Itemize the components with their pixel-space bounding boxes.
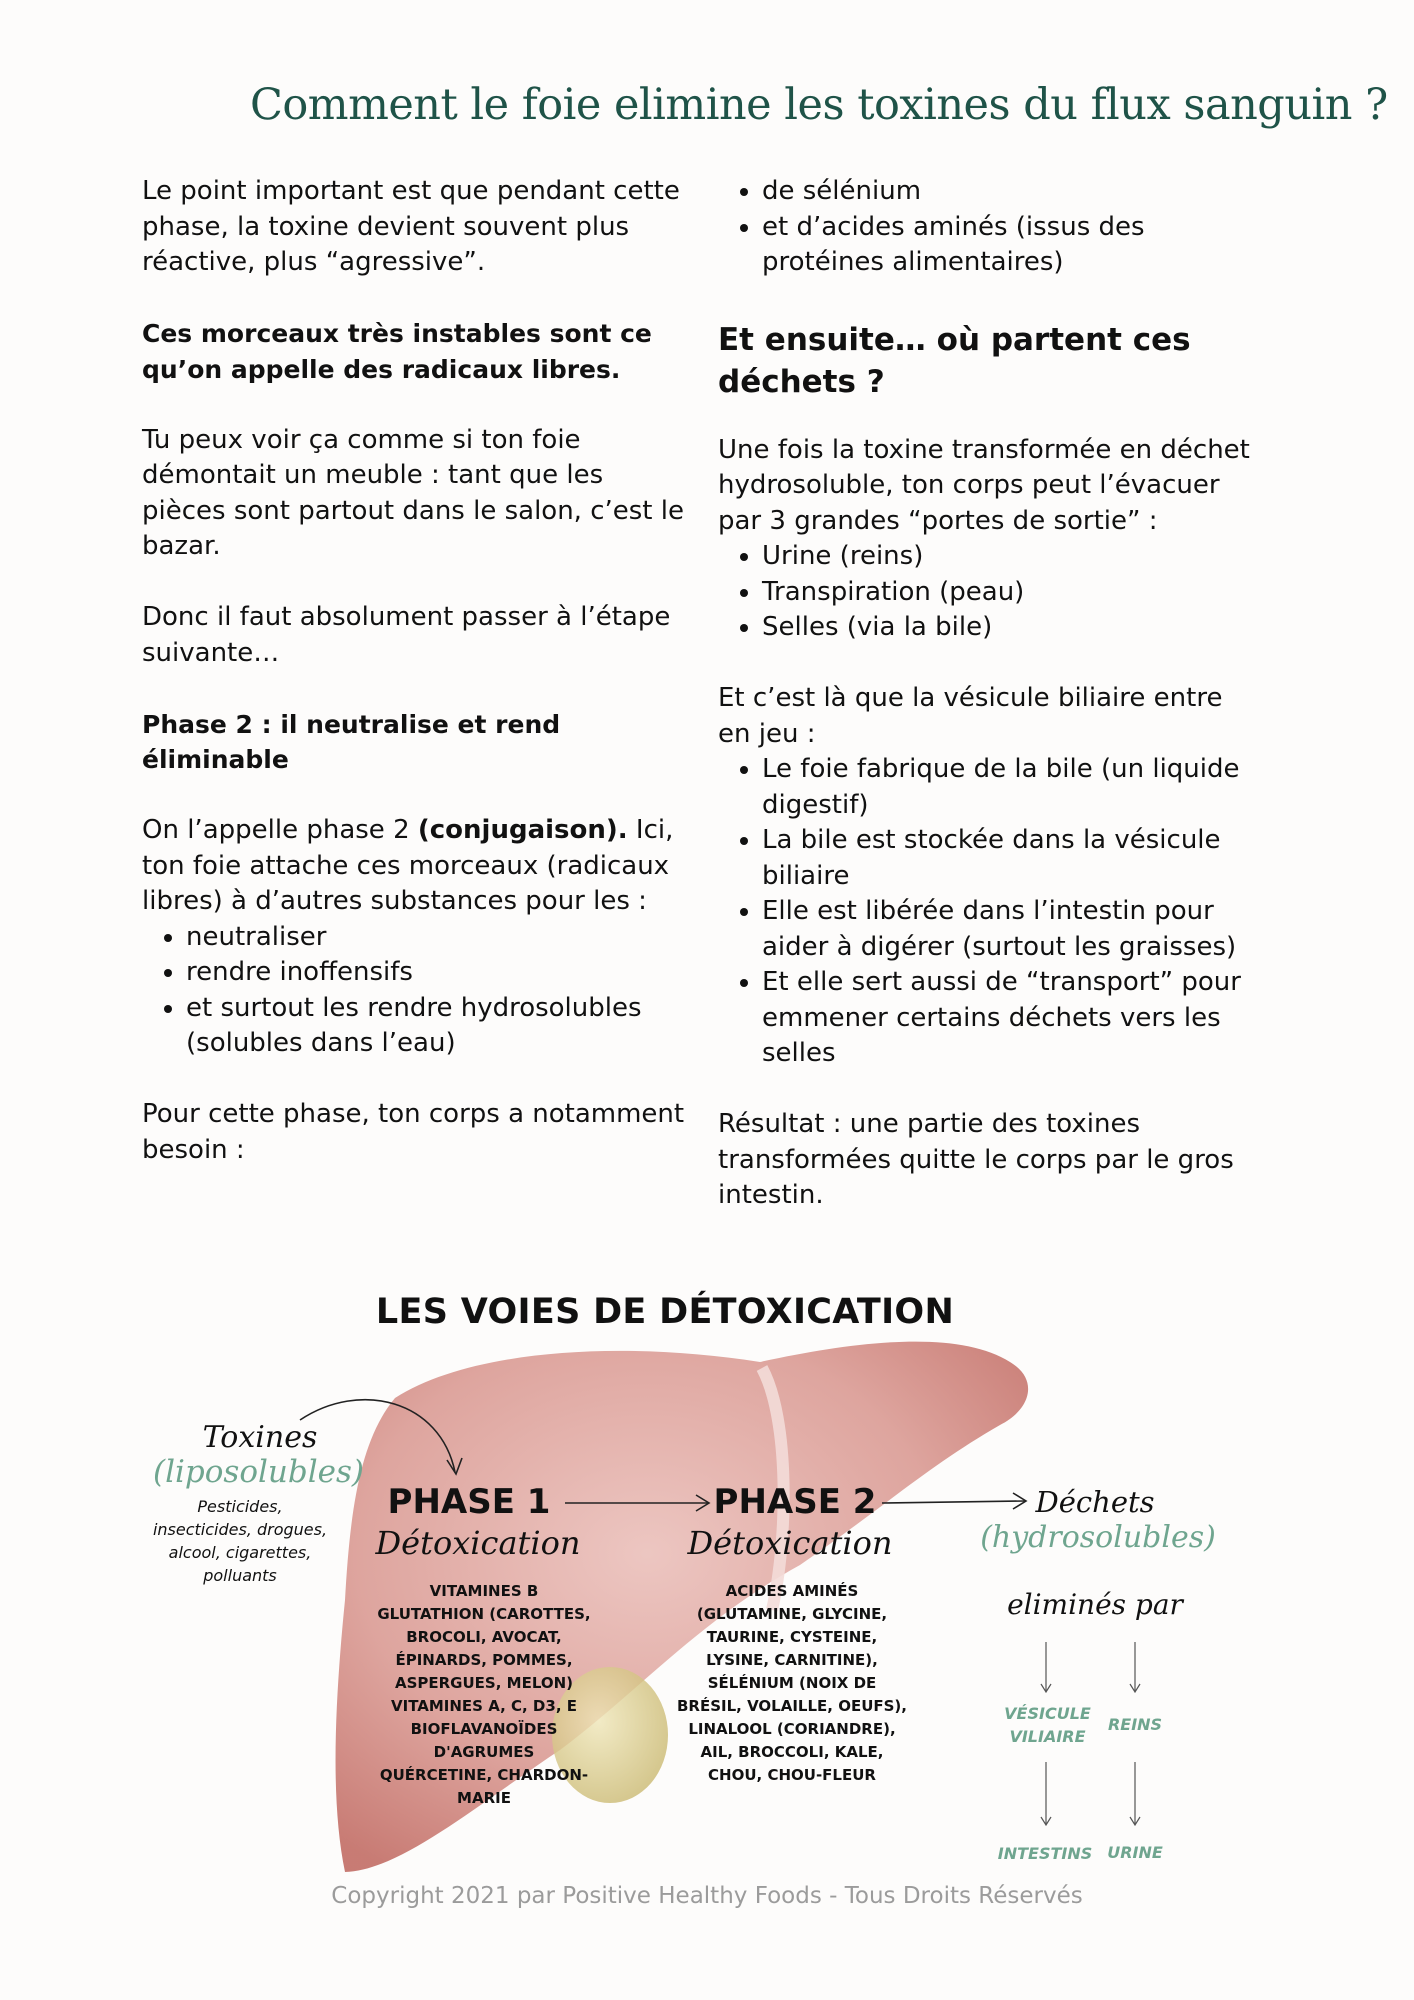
nutrient-line: LINALOOL (CORIANDRE), xyxy=(688,1720,896,1738)
phase2-subtitle: Détoxication xyxy=(687,1524,893,1562)
nutrient-line: BROCOLI, AVOCAT, xyxy=(406,1628,562,1646)
exit-doors-list xyxy=(718,539,1263,646)
paragraph-free-radicals: Ces morceaux très instables sont ce qu’on appelle des radicaux libres. xyxy=(142,319,652,384)
nutrient-line: GLUTATHION (CAROTTES, xyxy=(377,1605,591,1623)
paragraph-gallbladder: Et c’est là que la vésicule biliaire entre en jeu : xyxy=(718,683,1223,749)
arrow-to-reins xyxy=(1130,1642,1140,1692)
paragraph-result: Résultat : une partie des toxines transformées quitte le corps par le gros intestin. xyxy=(718,1109,1234,1210)
paragraph-phase1-reactivity: Le point important est que pendant cette phase, la toxine devient souvent plus réactive, plus “agressive”. xyxy=(142,176,680,277)
toxin-example-line: polluants xyxy=(203,1566,277,1585)
urine-label: URINE xyxy=(1107,1843,1163,1862)
arrow-to-vesicule xyxy=(1041,1642,1051,1692)
arrow-to-intestins xyxy=(1041,1762,1051,1825)
toxin-examples xyxy=(140,1495,340,1587)
reins-label: REINS xyxy=(1107,1715,1163,1734)
list-item: • Transpiration (peau) xyxy=(762,575,1263,611)
nutrient-line: QUÉRCETINE, CHARDON- xyxy=(379,1766,589,1784)
list-item: • rendre inoffensifs xyxy=(186,955,687,991)
arrow-to-urine xyxy=(1130,1762,1140,1825)
liposolubles-label: (liposolubles) xyxy=(153,1454,364,1490)
diagram-title: LES VOIES DE DÉTOXICATION xyxy=(375,1292,955,1332)
waste-label: Déchets xyxy=(1035,1485,1155,1519)
nutrient-line: TAURINE, CYSTEINE, xyxy=(706,1628,878,1646)
left-column xyxy=(142,174,687,1204)
list-item: • Le foie fabrique de la bile (un liquide digestif) xyxy=(762,752,1263,823)
arrow-phase2-to-waste xyxy=(882,1501,1025,1503)
nutrient-line: LYSINE, CARNITINE), xyxy=(706,1651,878,1669)
toxin-example-line: Pesticides, xyxy=(197,1497,283,1516)
list-item: • et surtout les rendre hydrosolubles (solubles dans l’eau) xyxy=(186,991,687,1062)
hydrosolubles-label: (hydrosolubles) xyxy=(980,1520,1216,1555)
nutrient-line: ACIDES AMINÉS xyxy=(725,1582,859,1600)
list-item: • Et elle sert aussi de “transport” pour emmener certains déchets vers les selles xyxy=(762,965,1263,1072)
phase1-title: PHASE 1 xyxy=(387,1482,551,1522)
nutrient-line: ASPERGUES, MELON) xyxy=(394,1674,574,1692)
eliminated-by-label: eliminés par xyxy=(1007,1588,1183,1621)
nutrient-line: AIL, BROCCOLI, KALE, xyxy=(700,1743,884,1761)
page-title: Comment le foie elimine les toxines du flux sanguin ? xyxy=(250,80,1388,130)
paragraph-needs: Pour cette phase, ton corps a notamment besoin : xyxy=(142,1099,685,1165)
vesicule-line: VILIAIRE xyxy=(1009,1727,1086,1746)
phase1-nutrients xyxy=(364,1580,604,1810)
detox-diagram xyxy=(0,1280,1414,1920)
nutrient-line: MARIE xyxy=(457,1789,511,1807)
nutrient-line: SÉLÉNIUM (NOIX DE xyxy=(707,1674,877,1692)
list-item: • Urine (reins) xyxy=(762,539,1263,575)
phase2-title: PHASE 2 xyxy=(713,1482,877,1522)
list-item: • de sélénium xyxy=(762,174,1263,210)
nutrient-line: BRÉSIL, VOLAILLE, OEUFS), xyxy=(676,1697,907,1715)
nutrient-line: CHOU, CHOU-FLEUR xyxy=(708,1766,876,1784)
conjugation-text-end: Ici, ton foie attache ces morceaux (radicaux libres) à d’autres substances pour les : xyxy=(142,815,674,916)
toxins-label: Toxines xyxy=(202,1420,318,1455)
list-item: • Elle est libérée dans l’intestin pour aider à digérer (surtout les graisses) xyxy=(762,894,1263,965)
bile-list xyxy=(718,752,1263,1072)
toxin-example-line: insecticides, drogues, xyxy=(152,1520,328,1539)
needs-list xyxy=(718,174,1263,281)
list-item: • La bile est stockée dans la vésicule biliaire xyxy=(762,823,1263,894)
list-item: • et d’acides aminés (issus des protéines alimentaires) xyxy=(762,210,1263,281)
paragraph-conjugation xyxy=(142,813,687,920)
phase2-heading: Phase 2 : il neutralise et rend éliminable xyxy=(142,709,561,774)
nutrient-line: ÉPINARDS, POMMES, xyxy=(395,1651,573,1669)
conjugation-text-start: On l’appelle phase 2 xyxy=(142,815,418,845)
nutrient-line: BIOFLAVANOÏDES xyxy=(410,1720,558,1738)
toxin-example-line: alcool, cigarettes, xyxy=(168,1543,312,1562)
nutrient-line: (GLUTAMINE, GLYCINE, xyxy=(696,1605,888,1623)
phase1-subtitle: Détoxication xyxy=(375,1524,581,1562)
right-column xyxy=(718,174,1263,1249)
phase2-goals-list xyxy=(142,920,687,1062)
nutrient-line: VITAMINES B xyxy=(429,1582,539,1600)
conjugation-bold: (conjugaison). xyxy=(417,815,628,845)
copyright-footer: Copyright 2021 par Positive Healthy Foods - Tous Droits Réservés xyxy=(331,1883,1083,1909)
vesicule-line: VÉSICULE xyxy=(1004,1704,1091,1723)
section-heading-waste: Et ensuite… où partent ces déchets ? xyxy=(718,321,1191,400)
paragraph-next-step: Donc il faut absolument passer à l’étape suivante… xyxy=(142,602,671,668)
phase2-nutrients xyxy=(672,1580,912,1787)
list-item: • neutraliser xyxy=(186,920,687,956)
nutrient-line: VITAMINES A, C, D3, E xyxy=(391,1697,577,1715)
paragraph-furniture-analogy: Tu peux voir ça comme si ton foie démontait un meuble : tant que les pièces sont partout dans le salon, c’est le bazar. xyxy=(142,424,684,561)
list-item: • Selles (via la bile) xyxy=(762,610,1263,646)
paragraph-exit-doors: Une fois la toxine transformée en déchet hydrosoluble, ton corps peut l’évacuer par 3 grandes “portes de sortie” : xyxy=(718,434,1250,536)
intestins-label: INTESTINS xyxy=(997,1844,1093,1863)
nutrient-line: D'AGRUMES xyxy=(433,1743,535,1761)
